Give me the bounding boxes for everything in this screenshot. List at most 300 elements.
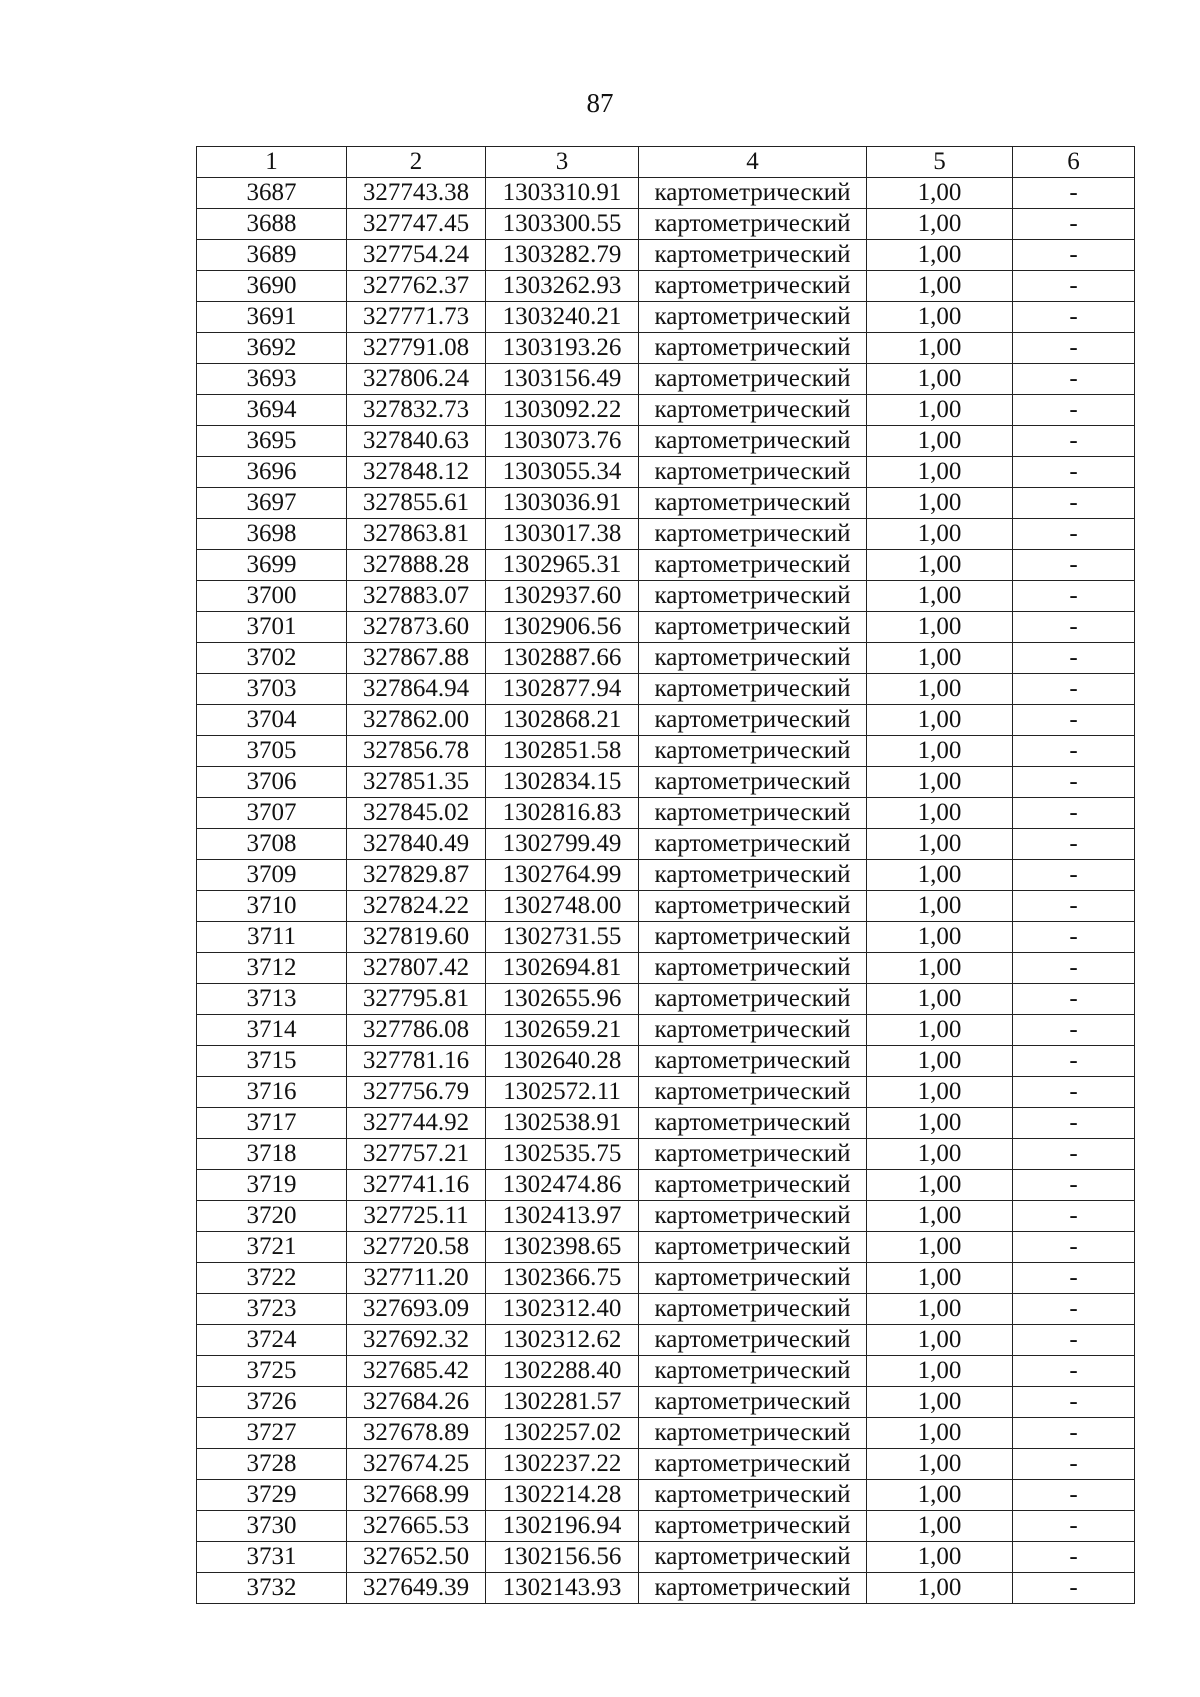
y-coordinate-cell: 1303262.93 (486, 271, 639, 302)
method-cell: картометрический (639, 488, 867, 519)
note-cell: - (1013, 1015, 1135, 1046)
note-cell: - (1013, 550, 1135, 581)
method-cell: картометрический (639, 674, 867, 705)
x-coordinate-cell: 327743.38 (347, 178, 486, 209)
point-number-cell: 3704 (197, 705, 347, 736)
y-coordinate-cell: 1302398.65 (486, 1232, 639, 1263)
y-coordinate-cell: 1302937.60 (486, 581, 639, 612)
method-cell: картометрический (639, 1077, 867, 1108)
table-row (197, 1263, 1135, 1294)
note-cell: - (1013, 1139, 1135, 1170)
accuracy-cell: 1,00 (867, 271, 1013, 302)
accuracy-cell: 1,00 (867, 1201, 1013, 1232)
y-coordinate-cell: 1302237.22 (486, 1449, 639, 1480)
y-coordinate-cell: 1302281.57 (486, 1387, 639, 1418)
column-header: 6 (1013, 147, 1135, 178)
page-number: 87 (586, 88, 614, 118)
x-coordinate-cell: 327754.24 (347, 240, 486, 271)
point-number-cell: 3697 (197, 488, 347, 519)
x-coordinate-cell: 327840.63 (347, 426, 486, 457)
table-row (197, 1232, 1135, 1263)
point-number-cell: 3701 (197, 612, 347, 643)
method-cell: картометрический (639, 240, 867, 271)
note-cell: - (1013, 209, 1135, 240)
point-number-cell: 3688 (197, 209, 347, 240)
y-coordinate-cell: 1302288.40 (486, 1356, 639, 1387)
x-coordinate-cell: 327840.49 (347, 829, 486, 860)
table-row (197, 1108, 1135, 1139)
accuracy-cell: 1,00 (867, 1263, 1013, 1294)
x-coordinate-cell: 327652.50 (347, 1542, 486, 1573)
table-row (197, 519, 1135, 550)
accuracy-cell: 1,00 (867, 674, 1013, 705)
method-cell: картометрический (639, 426, 867, 457)
accuracy-cell: 1,00 (867, 1108, 1013, 1139)
note-cell: - (1013, 922, 1135, 953)
point-number-cell: 3732 (197, 1573, 347, 1604)
table-row (197, 1387, 1135, 1418)
y-coordinate-cell: 1302572.11 (486, 1077, 639, 1108)
note-cell: - (1013, 395, 1135, 426)
table-row (197, 1294, 1135, 1325)
method-cell: картометрический (639, 1046, 867, 1077)
method-cell: картометрический (639, 1263, 867, 1294)
point-number-cell: 3724 (197, 1325, 347, 1356)
table-body (197, 147, 1135, 1604)
column-header: 1 (197, 147, 347, 178)
x-coordinate-cell: 327693.09 (347, 1294, 486, 1325)
note-cell: - (1013, 984, 1135, 1015)
note-cell: - (1013, 674, 1135, 705)
note-cell: - (1013, 891, 1135, 922)
x-coordinate-cell: 327848.12 (347, 457, 486, 488)
accuracy-cell: 1,00 (867, 209, 1013, 240)
y-coordinate-cell: 1303193.26 (486, 333, 639, 364)
note-cell: - (1013, 178, 1135, 209)
point-number-cell: 3707 (197, 798, 347, 829)
column-header: 4 (639, 147, 867, 178)
method-cell: картометрический (639, 736, 867, 767)
note-cell: - (1013, 1046, 1135, 1077)
table-row (197, 333, 1135, 364)
point-number-cell: 3690 (197, 271, 347, 302)
accuracy-cell: 1,00 (867, 240, 1013, 271)
note-cell: - (1013, 333, 1135, 364)
table-row (197, 1325, 1135, 1356)
accuracy-cell: 1,00 (867, 1015, 1013, 1046)
method-cell: картометрический (639, 519, 867, 550)
point-number-cell: 3705 (197, 736, 347, 767)
x-coordinate-cell: 327855.61 (347, 488, 486, 519)
y-coordinate-cell: 1302965.31 (486, 550, 639, 581)
table-row (197, 271, 1135, 302)
accuracy-cell: 1,00 (867, 1232, 1013, 1263)
point-number-cell: 3708 (197, 829, 347, 860)
table-row (197, 209, 1135, 240)
table-row (197, 1015, 1135, 1046)
note-cell: - (1013, 302, 1135, 333)
point-number-cell: 3713 (197, 984, 347, 1015)
method-cell: картометрический (639, 984, 867, 1015)
x-coordinate-cell: 327845.02 (347, 798, 486, 829)
point-number-cell: 3725 (197, 1356, 347, 1387)
point-number-cell: 3726 (197, 1387, 347, 1418)
note-cell: - (1013, 457, 1135, 488)
table-row (197, 829, 1135, 860)
accuracy-cell: 1,00 (867, 612, 1013, 643)
note-cell: - (1013, 643, 1135, 674)
method-cell: картометрический (639, 1511, 867, 1542)
table-row (197, 550, 1135, 581)
note-cell: - (1013, 1356, 1135, 1387)
x-coordinate-cell: 327851.35 (347, 767, 486, 798)
accuracy-cell: 1,00 (867, 1511, 1013, 1542)
method-cell: картометрический (639, 1108, 867, 1139)
method-cell: картометрический (639, 953, 867, 984)
table-row (197, 1449, 1135, 1480)
point-number-cell: 3699 (197, 550, 347, 581)
table-row (197, 860, 1135, 891)
note-cell: - (1013, 1108, 1135, 1139)
x-coordinate-cell: 327747.45 (347, 209, 486, 240)
method-cell: картометрический (639, 550, 867, 581)
method-cell: картометрический (639, 1480, 867, 1511)
accuracy-cell: 1,00 (867, 798, 1013, 829)
accuracy-cell: 1,00 (867, 1480, 1013, 1511)
note-cell: - (1013, 581, 1135, 612)
table-row (197, 1418, 1135, 1449)
accuracy-cell: 1,00 (867, 1294, 1013, 1325)
y-coordinate-cell: 1302834.15 (486, 767, 639, 798)
table-row (197, 767, 1135, 798)
y-coordinate-cell: 1303036.91 (486, 488, 639, 519)
column-header: 5 (867, 147, 1013, 178)
point-number-cell: 3722 (197, 1263, 347, 1294)
point-number-cell: 3727 (197, 1418, 347, 1449)
note-cell: - (1013, 860, 1135, 891)
accuracy-cell: 1,00 (867, 1139, 1013, 1170)
table-row (197, 1046, 1135, 1077)
accuracy-cell: 1,00 (867, 736, 1013, 767)
point-number-cell: 3712 (197, 953, 347, 984)
table-row (197, 1077, 1135, 1108)
table-row (197, 674, 1135, 705)
y-coordinate-cell: 1303282.79 (486, 240, 639, 271)
method-cell: картометрический (639, 1294, 867, 1325)
method-cell: картометрический (639, 302, 867, 333)
method-cell: картометрический (639, 860, 867, 891)
method-cell: картометрический (639, 767, 867, 798)
note-cell: - (1013, 1511, 1135, 1542)
point-number-cell: 3698 (197, 519, 347, 550)
y-coordinate-cell: 1303310.91 (486, 178, 639, 209)
point-number-cell: 3689 (197, 240, 347, 271)
table-row (197, 736, 1135, 767)
table-row (197, 612, 1135, 643)
point-number-cell: 3693 (197, 364, 347, 395)
method-cell: картометрический (639, 364, 867, 395)
accuracy-cell: 1,00 (867, 953, 1013, 984)
accuracy-cell: 1,00 (867, 426, 1013, 457)
table-row (197, 1511, 1135, 1542)
point-number-cell: 3710 (197, 891, 347, 922)
note-cell: - (1013, 612, 1135, 643)
method-cell: картометрический (639, 705, 867, 736)
note-cell: - (1013, 1294, 1135, 1325)
accuracy-cell: 1,00 (867, 1573, 1013, 1604)
accuracy-cell: 1,00 (867, 395, 1013, 426)
point-number-cell: 3711 (197, 922, 347, 953)
note-cell: - (1013, 426, 1135, 457)
method-cell: картометрический (639, 612, 867, 643)
point-number-cell: 3709 (197, 860, 347, 891)
y-coordinate-cell: 1303156.49 (486, 364, 639, 395)
y-coordinate-cell: 1302851.58 (486, 736, 639, 767)
note-cell: - (1013, 798, 1135, 829)
point-number-cell: 3695 (197, 426, 347, 457)
x-coordinate-cell: 327819.60 (347, 922, 486, 953)
point-number-cell: 3694 (197, 395, 347, 426)
method-cell: картометрический (639, 395, 867, 426)
accuracy-cell: 1,00 (867, 1170, 1013, 1201)
method-cell: картометрический (639, 1015, 867, 1046)
accuracy-cell: 1,00 (867, 1046, 1013, 1077)
note-cell: - (1013, 1201, 1135, 1232)
y-coordinate-cell: 1302143.93 (486, 1573, 639, 1604)
method-cell: картометрический (639, 1139, 867, 1170)
method-cell: картометрический (639, 922, 867, 953)
point-number-cell: 3702 (197, 643, 347, 674)
note-cell: - (1013, 1480, 1135, 1511)
accuracy-cell: 1,00 (867, 302, 1013, 333)
table-row (197, 488, 1135, 519)
table-row (197, 426, 1135, 457)
x-coordinate-cell: 327786.08 (347, 1015, 486, 1046)
point-number-cell: 3730 (197, 1511, 347, 1542)
y-coordinate-cell: 1302474.86 (486, 1170, 639, 1201)
y-coordinate-cell: 1302799.49 (486, 829, 639, 860)
method-cell: картометрический (639, 1232, 867, 1263)
method-cell: картометрический (639, 1387, 867, 1418)
accuracy-cell: 1,00 (867, 984, 1013, 1015)
note-cell: - (1013, 271, 1135, 302)
method-cell: картометрический (639, 271, 867, 302)
note-cell: - (1013, 1449, 1135, 1480)
x-coordinate-cell: 327867.88 (347, 643, 486, 674)
x-coordinate-cell: 327888.28 (347, 550, 486, 581)
accuracy-cell: 1,00 (867, 581, 1013, 612)
accuracy-cell: 1,00 (867, 519, 1013, 550)
point-number-cell: 3718 (197, 1139, 347, 1170)
x-coordinate-cell: 327725.11 (347, 1201, 486, 1232)
x-coordinate-cell: 327795.81 (347, 984, 486, 1015)
x-coordinate-cell: 327862.00 (347, 705, 486, 736)
x-coordinate-cell: 327873.60 (347, 612, 486, 643)
y-coordinate-cell: 1302659.21 (486, 1015, 639, 1046)
accuracy-cell: 1,00 (867, 178, 1013, 209)
accuracy-cell: 1,00 (867, 860, 1013, 891)
table-row (197, 891, 1135, 922)
method-cell: картометрический (639, 1573, 867, 1604)
table-row (197, 1139, 1135, 1170)
table-row (197, 178, 1135, 209)
x-coordinate-cell: 327829.87 (347, 860, 486, 891)
x-coordinate-cell: 327720.58 (347, 1232, 486, 1263)
y-coordinate-cell: 1303300.55 (486, 209, 639, 240)
y-coordinate-cell: 1302413.97 (486, 1201, 639, 1232)
y-coordinate-cell: 1302366.75 (486, 1263, 639, 1294)
y-coordinate-cell: 1302731.55 (486, 922, 639, 953)
method-cell: картометрический (639, 1170, 867, 1201)
y-coordinate-cell: 1302312.40 (486, 1294, 639, 1325)
table-row (197, 364, 1135, 395)
accuracy-cell: 1,00 (867, 922, 1013, 953)
x-coordinate-cell: 327781.16 (347, 1046, 486, 1077)
y-coordinate-cell: 1302535.75 (486, 1139, 639, 1170)
y-coordinate-cell: 1303240.21 (486, 302, 639, 333)
x-coordinate-cell: 327665.53 (347, 1511, 486, 1542)
note-cell: - (1013, 1418, 1135, 1449)
y-coordinate-cell: 1303073.76 (486, 426, 639, 457)
note-cell: - (1013, 488, 1135, 519)
method-cell: картометрический (639, 1418, 867, 1449)
note-cell: - (1013, 829, 1135, 860)
point-number-cell: 3723 (197, 1294, 347, 1325)
method-cell: картометрический (639, 457, 867, 488)
x-coordinate-cell: 327806.24 (347, 364, 486, 395)
note-cell: - (1013, 240, 1135, 271)
point-number-cell: 3687 (197, 178, 347, 209)
note-cell: - (1013, 1542, 1135, 1573)
accuracy-cell: 1,00 (867, 1356, 1013, 1387)
method-cell: картометрический (639, 209, 867, 240)
column-header: 3 (486, 147, 639, 178)
method-cell: картометрический (639, 829, 867, 860)
accuracy-cell: 1,00 (867, 1542, 1013, 1573)
point-number-cell: 3696 (197, 457, 347, 488)
table-header-row (197, 147, 1135, 178)
note-cell: - (1013, 1232, 1135, 1263)
accuracy-cell: 1,00 (867, 1449, 1013, 1480)
coordinates-table (196, 146, 1135, 1604)
table-row (197, 1201, 1135, 1232)
point-number-cell: 3716 (197, 1077, 347, 1108)
method-cell: картометрический (639, 643, 867, 674)
point-number-cell: 3729 (197, 1480, 347, 1511)
table-row (197, 922, 1135, 953)
x-coordinate-cell: 327674.25 (347, 1449, 486, 1480)
method-cell: картометрический (639, 581, 867, 612)
note-cell: - (1013, 1263, 1135, 1294)
point-number-cell: 3731 (197, 1542, 347, 1573)
accuracy-cell: 1,00 (867, 333, 1013, 364)
table-row (197, 1170, 1135, 1201)
x-coordinate-cell: 327824.22 (347, 891, 486, 922)
note-cell: - (1013, 1077, 1135, 1108)
point-number-cell: 3728 (197, 1449, 347, 1480)
x-coordinate-cell: 327744.92 (347, 1108, 486, 1139)
accuracy-cell: 1,00 (867, 1325, 1013, 1356)
accuracy-cell: 1,00 (867, 767, 1013, 798)
note-cell: - (1013, 736, 1135, 767)
x-coordinate-cell: 327692.32 (347, 1325, 486, 1356)
y-coordinate-cell: 1302640.28 (486, 1046, 639, 1077)
y-coordinate-cell: 1302655.96 (486, 984, 639, 1015)
method-cell: картометрический (639, 798, 867, 829)
table-row (197, 1356, 1135, 1387)
x-coordinate-cell: 327791.08 (347, 333, 486, 364)
method-cell: картометрический (639, 333, 867, 364)
note-cell: - (1013, 1170, 1135, 1201)
accuracy-cell: 1,00 (867, 829, 1013, 860)
x-coordinate-cell: 327883.07 (347, 581, 486, 612)
table-row (197, 240, 1135, 271)
note-cell: - (1013, 519, 1135, 550)
column-header: 2 (347, 147, 486, 178)
table-row (197, 798, 1135, 829)
accuracy-cell: 1,00 (867, 1418, 1013, 1449)
x-coordinate-cell: 327711.20 (347, 1263, 486, 1294)
y-coordinate-cell: 1302906.56 (486, 612, 639, 643)
method-cell: картометрический (639, 1449, 867, 1480)
y-coordinate-cell: 1303055.34 (486, 457, 639, 488)
x-coordinate-cell: 327864.94 (347, 674, 486, 705)
point-number-cell: 3720 (197, 1201, 347, 1232)
x-coordinate-cell: 327668.99 (347, 1480, 486, 1511)
table-row (197, 395, 1135, 426)
y-coordinate-cell: 1302748.00 (486, 891, 639, 922)
y-coordinate-cell: 1303092.22 (486, 395, 639, 426)
method-cell: картометрический (639, 1542, 867, 1573)
x-coordinate-cell: 327685.42 (347, 1356, 486, 1387)
table-row (197, 1542, 1135, 1573)
table-row (197, 302, 1135, 333)
x-coordinate-cell: 327771.73 (347, 302, 486, 333)
table-row (197, 643, 1135, 674)
x-coordinate-cell: 327863.81 (347, 519, 486, 550)
note-cell: - (1013, 705, 1135, 736)
accuracy-cell: 1,00 (867, 550, 1013, 581)
accuracy-cell: 1,00 (867, 643, 1013, 674)
accuracy-cell: 1,00 (867, 457, 1013, 488)
y-coordinate-cell: 1303017.38 (486, 519, 639, 550)
point-number-cell: 3717 (197, 1108, 347, 1139)
method-cell: картометрический (639, 1201, 867, 1232)
point-number-cell: 3719 (197, 1170, 347, 1201)
table-row (197, 984, 1135, 1015)
method-cell: картометрический (639, 891, 867, 922)
x-coordinate-cell: 327832.73 (347, 395, 486, 426)
y-coordinate-cell: 1302538.91 (486, 1108, 639, 1139)
point-number-cell: 3715 (197, 1046, 347, 1077)
point-number-cell: 3691 (197, 302, 347, 333)
y-coordinate-cell: 1302816.83 (486, 798, 639, 829)
accuracy-cell: 1,00 (867, 488, 1013, 519)
note-cell: - (1013, 1573, 1135, 1604)
x-coordinate-cell: 327856.78 (347, 736, 486, 767)
method-cell: картометрический (639, 178, 867, 209)
y-coordinate-cell: 1302257.02 (486, 1418, 639, 1449)
method-cell: картометрический (639, 1356, 867, 1387)
x-coordinate-cell: 327756.79 (347, 1077, 486, 1108)
method-cell: картометрический (639, 1325, 867, 1356)
note-cell: - (1013, 767, 1135, 798)
y-coordinate-cell: 1302694.81 (486, 953, 639, 984)
table-row (197, 953, 1135, 984)
point-number-cell: 3692 (197, 333, 347, 364)
y-coordinate-cell: 1302214.28 (486, 1480, 639, 1511)
y-coordinate-cell: 1302877.94 (486, 674, 639, 705)
